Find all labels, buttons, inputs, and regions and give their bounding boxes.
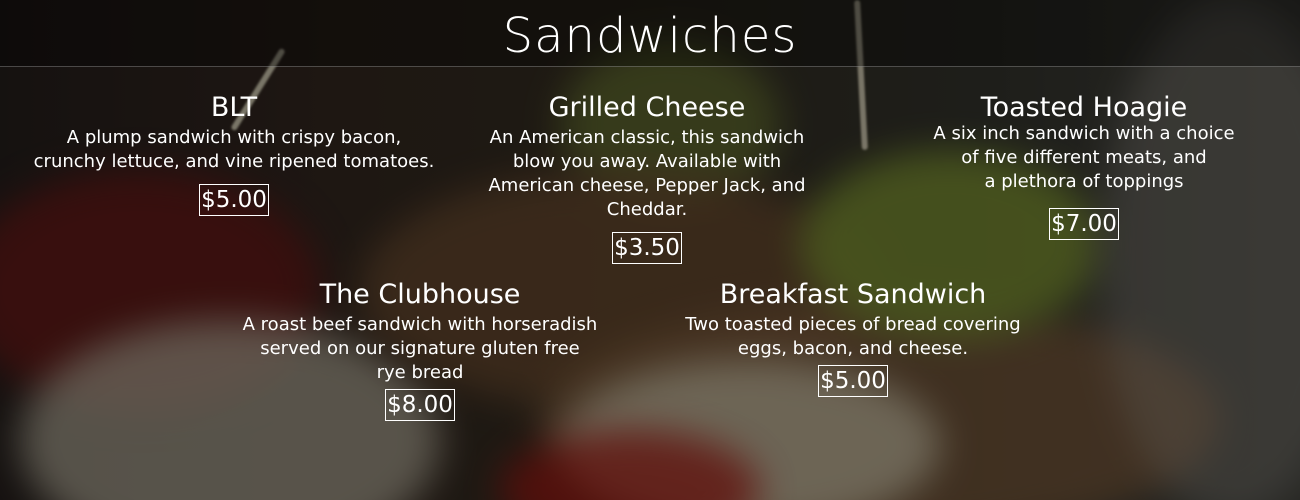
item-name: Grilled Cheese: [548, 92, 746, 123]
page-title: Sandwiches: [502, 8, 798, 64]
item-description: Two toasted pieces of bread covering eggs, bacon, and cheese.: [685, 314, 1021, 359]
item-description: An American classic, this sandwich blow you away. Available with American cheese, Pepper Jack, and Cheddar.: [488, 127, 806, 220]
item-price: $5.00: [199, 184, 269, 216]
item-price: $7.00: [1049, 208, 1119, 240]
menu-item-the-clubhouse: [222, 279, 618, 421]
menu-item-blt: [20, 92, 448, 216]
menu-item-grilled-cheese: [462, 92, 832, 264]
item-name: BLT: [210, 92, 258, 123]
item-description: A six inch sandwich with a choice of five different meats, and a plethora of toppings: [933, 123, 1235, 192]
item-price: $8.00: [385, 389, 455, 421]
item-description: A roast beef sandwich with horseradish served on our signature gluten free rye bread: [242, 314, 598, 383]
item-price: $3.50: [612, 232, 682, 264]
item-price: $5.00: [818, 365, 888, 397]
item-name: The Clubhouse: [319, 279, 521, 310]
item-description: A plump sandwich with crispy bacon, crunchy lettuce, and vine ripened tomatoes.: [33, 127, 435, 172]
item-name: Breakfast Sandwich: [719, 279, 987, 310]
item-name: Toasted Hoagie: [980, 92, 1188, 123]
menu-item-breakfast-sandwich: [664, 279, 1042, 397]
menu-item-toasted-hoagie: [905, 92, 1263, 240]
